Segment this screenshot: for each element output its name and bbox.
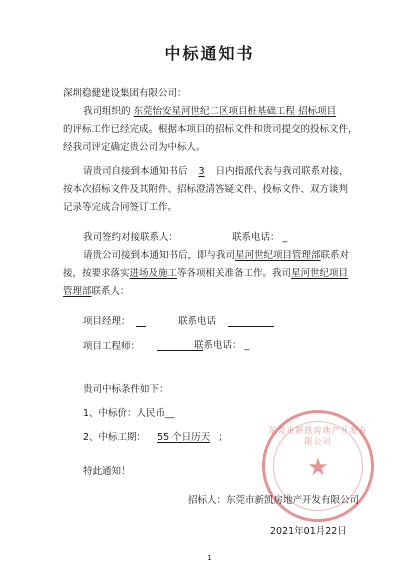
period-suffix: ； bbox=[218, 432, 228, 443]
para1-prefix: 我司组织的 bbox=[83, 106, 131, 117]
project-dept-2b: 管理部 bbox=[63, 286, 92, 297]
period-label: 2、中标工期： bbox=[83, 432, 147, 443]
para3-line2 bbox=[63, 268, 348, 280]
contact-phone bbox=[232, 232, 287, 244]
para3-prefix: 请贵公司接到本通知书后，即与我司 bbox=[83, 250, 236, 261]
response-days: 3 bbox=[198, 166, 205, 177]
para3-line2-prefix: 接，按要求落实 bbox=[63, 268, 130, 279]
para3-line3 bbox=[63, 286, 130, 298]
period-row bbox=[83, 432, 228, 444]
price-label: 1、中标价：人民币 bbox=[83, 408, 166, 419]
para2-line3: 记录等完成合同签订工作。 bbox=[63, 202, 178, 213]
para3-line2-suffix: 等各项相关准备工作。我司 bbox=[177, 268, 292, 279]
contact-phone-value: _ bbox=[282, 232, 288, 243]
para1-line1 bbox=[83, 106, 336, 118]
manager-row bbox=[83, 316, 131, 328]
para3-suffix: 联系对 bbox=[320, 250, 350, 261]
engineer-label: 项目工程师： bbox=[83, 341, 141, 352]
signature-date: 2021年01月22日 bbox=[270, 526, 347, 537]
para2-line2: 按本次招标文件及其附件、招标澄清答疑文件、投标文件、双方谈判 bbox=[63, 184, 349, 195]
page-number: 1 bbox=[207, 554, 212, 562]
document-title: 中标通知书 bbox=[164, 44, 255, 63]
entry-task: 进场及施工 bbox=[129, 268, 178, 279]
project-name: 东莞怡安星河世纪二区项目桩基础工程 招标项目 bbox=[133, 106, 337, 117]
seal-text: 东莞市新凯房地产开发有限公司 bbox=[268, 426, 368, 446]
manager-phone-line bbox=[228, 316, 274, 327]
conditions-heading: 贵司中标条件如下： bbox=[83, 384, 169, 395]
manager-name-blank bbox=[136, 316, 146, 329]
para1-line2: 的评标工作已经完成。根据本项目的招标文件和贵司提交的投标文件， bbox=[63, 124, 358, 135]
project-dept: 星河世纪项目管理部 bbox=[235, 250, 321, 261]
tenderer-signature: 招标人：东莞市新凯房地产开发有限公司 bbox=[188, 495, 360, 506]
para1-line3: 经我司评定确定贵公司为中标人。 bbox=[63, 142, 206, 153]
para3-line3-suffix: 联系人： bbox=[91, 286, 130, 297]
engineer-phone-value: _ bbox=[244, 340, 250, 351]
manager-name-line bbox=[136, 316, 146, 327]
engineer-phone bbox=[194, 340, 249, 352]
period-value: 55 个日历天 bbox=[157, 432, 211, 443]
seal-star-icon: ★ bbox=[307, 453, 329, 481]
manager-phone-label: 联系电话 bbox=[178, 316, 217, 327]
engineer-phone-label: 联系电话： bbox=[194, 340, 242, 351]
manager-phone bbox=[178, 316, 216, 328]
manager-phone-blank bbox=[228, 316, 274, 329]
para2-suffix: 日内指派代表与我司联系对接， bbox=[215, 166, 349, 177]
contact-label: 我司签约对接联系人： bbox=[83, 232, 179, 243]
closing: 特此通知！ bbox=[83, 466, 131, 477]
engineer-row bbox=[83, 340, 203, 353]
price-value: __ bbox=[165, 408, 175, 419]
contact-phone-label: 联系电话： bbox=[232, 232, 280, 243]
project-dept-2a: 星河世纪项目 bbox=[291, 268, 349, 279]
para3-line1 bbox=[83, 250, 349, 262]
para2-line1 bbox=[83, 166, 349, 178]
price-row bbox=[83, 408, 175, 420]
manager-label: 项目经理： bbox=[83, 316, 131, 327]
para2-prefix: 请贵司自接到本通知书后 bbox=[83, 166, 188, 177]
recipient: 深圳稳健建设集团有限公司： bbox=[63, 88, 187, 99]
